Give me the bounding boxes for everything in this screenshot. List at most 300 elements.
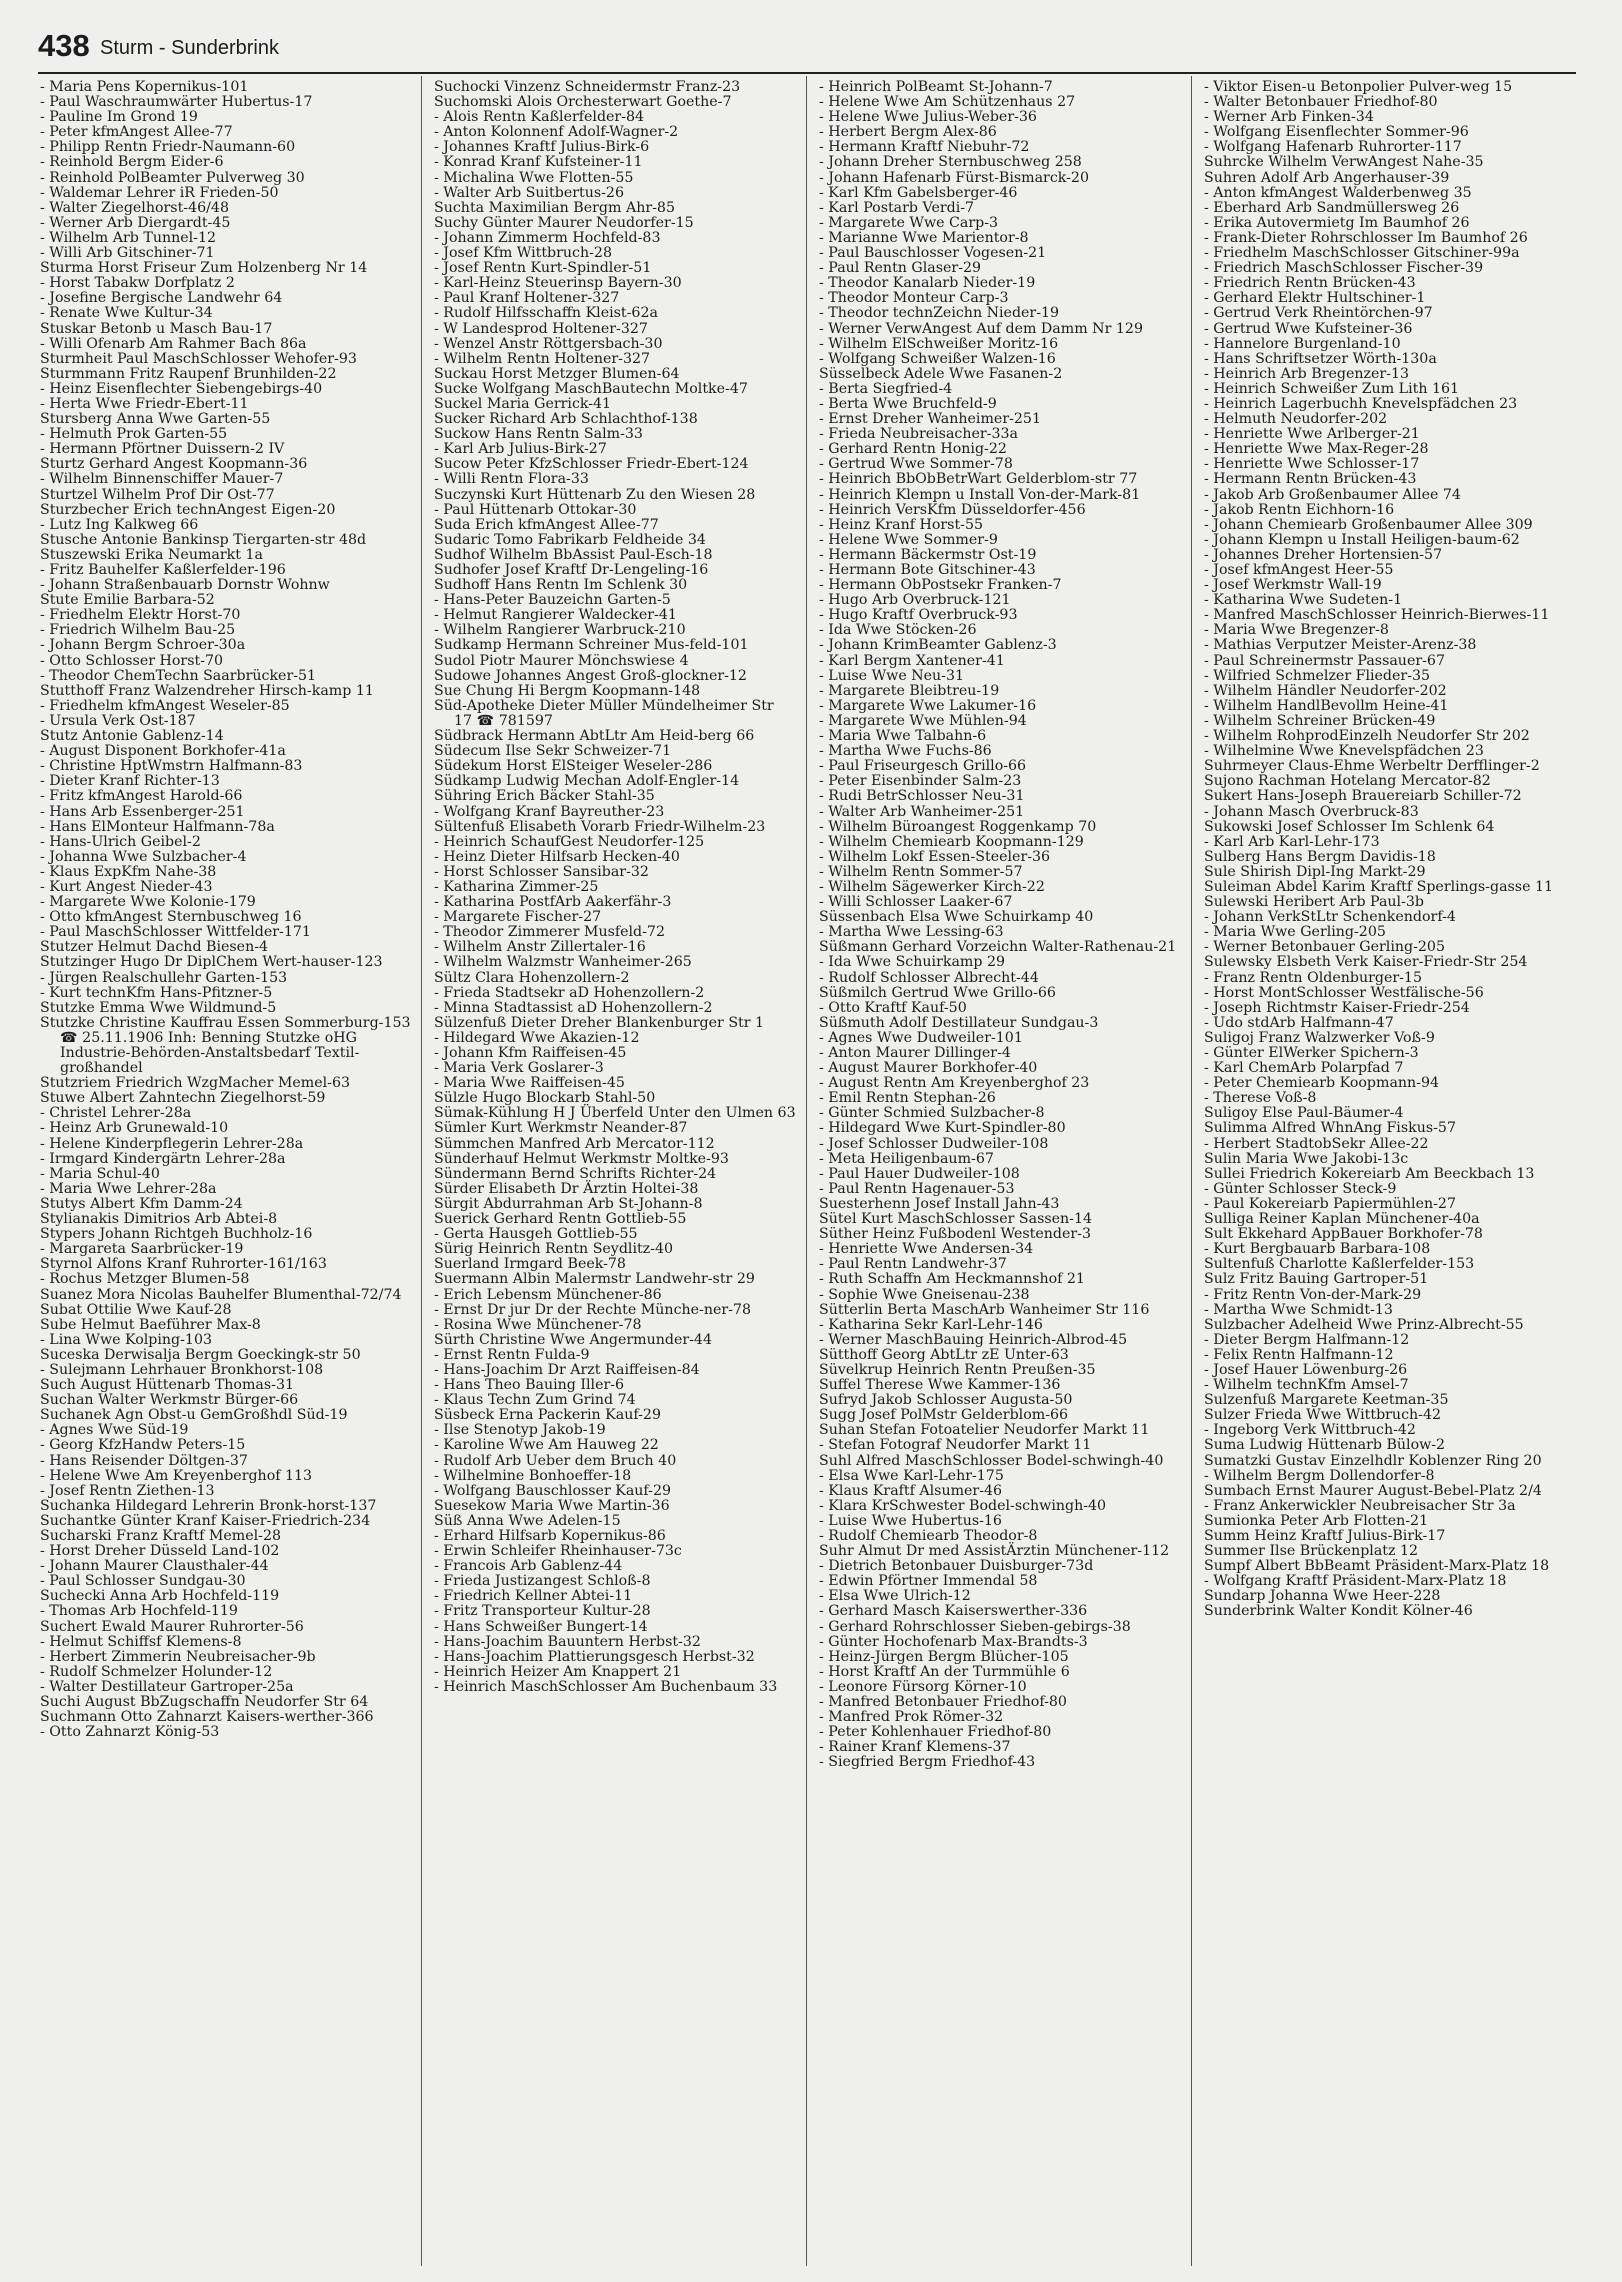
directory-entry: - Walter Arb Suitbertus-26 [434, 184, 624, 201]
directory-entry: - Franz Rentn Oldenburger-15 [1204, 969, 1422, 986]
directory-entry: - Dieter Bergm Halfmann-12 [1204, 1331, 1410, 1348]
directory-entry: - Hans-Peter Bauzeichn Garten-5 [434, 592, 671, 609]
directory-entry: - Ingeborg Verk Wittbruch-42 [1204, 1422, 1416, 1439]
directory-entry: - Gerhard Rohrschlosser Sieben-gebirgs-38 [819, 1618, 1131, 1635]
directory-entry: - Luise Wwe Neu-31 [819, 667, 965, 684]
column-1 [36, 76, 421, 2266]
directory-entry: - Helene Kinderpflegerin Lehrer-28a [40, 1135, 304, 1152]
directory-entry: - Margarete Fischer-27 [434, 909, 602, 926]
directory-entry: - Friedhelm kfmAngest Weseler-85 [40, 697, 290, 714]
directory-entry: Süßmilch Gertrud Wwe Grillo-66 [819, 984, 1056, 1001]
directory-entry: - Kurt Bergbauarb Barbara-108 [1204, 1241, 1431, 1258]
directory-entry: - Johann KrimBeamter Gablenz-3 [819, 637, 1057, 654]
directory-entry: - Johann Maurer Clausthaler-44 [40, 1558, 269, 1575]
directory-entry: - Manfred MaschSchlosser Heinrich-Bierwes-11 [1204, 607, 1550, 624]
directory-entry: - Wilhelm Rangierer Warbruck-210 [434, 622, 686, 639]
directory-entry: - Helmut Schiffsf Klemens-8 [40, 1633, 242, 1650]
directory-entry: - Herbert StadtobSekr Allee-22 [1204, 1135, 1429, 1152]
directory-entry: Sudhof Wilhelm BbAssist Paul-Esch-18 [434, 546, 713, 563]
directory-entry: - Josef kfmAngest Heer-55 [1204, 562, 1394, 578]
directory-entry: Sulzenfuß Margarete Keetman-35 [1204, 1392, 1449, 1409]
directory-entry: Sumbach Ernst Maurer August-Bebel-Platz 2/4 [1204, 1482, 1542, 1499]
directory-entry: - Theodor Monteur Carp-3 [819, 290, 1009, 307]
directory-entry: - Gertrud Verk Rheintörchen-97 [1204, 305, 1433, 322]
directory-entry: Sudhoff Hans Rentn Im Schlenk 30 [434, 577, 688, 594]
directory-entry: - Karl Arb Julius-Birk-27 [434, 441, 607, 458]
directory-entry: - Wilhelm Rentn Holtener-327 [434, 350, 651, 367]
directory-entry: - Henriette Wwe Arlberger-21 [1204, 426, 1420, 443]
directory-entry: Sugg Josef PolMstr Gelderblom-66 [819, 1407, 1069, 1424]
directory-entry: Stutzke Christine Kauffrau Essen Sommerburg-153 ☎ 25.11.1906 Inh: Benning Stutzke oHG Industrie-Behörden-Anstaltsbedarf Textil-großhandel [40, 1014, 411, 1077]
directory-entry: Sütel Kurt MaschSchlosser Sassen-14 [819, 1211, 1093, 1228]
directory-entry: Sudol Piotr Maurer Mönchswiese 4 [434, 652, 689, 669]
directory-entry: - Wilhelm Walzmstr Wanheimer-265 [434, 954, 692, 971]
directory-entry: Sumatzki Gustav Einzelhdlr Koblenzer Ring 20 [1204, 1452, 1542, 1469]
directory-entry: Sulberg Hans Bergm Davidis-18 [1204, 848, 1436, 865]
directory-entry: - Kurt Angest Nieder-43 [40, 878, 213, 895]
directory-entry: Stutzer Helmut Dachd Biesen-4 [40, 939, 269, 956]
directory-entry: Süther Heinz Fußbodenl Westender-3 [819, 1226, 1091, 1243]
directory-entry: - Fritz Bauhelfer Kaßlerfelder-196 [40, 562, 286, 578]
directory-entry: - Udo stdArb Halfmann-47 [1204, 1014, 1394, 1031]
directory-entry: - Helmuth Prok Garten-55 [40, 426, 228, 443]
directory-entry: Sulewski Heribert Arb Paul-3b [1204, 894, 1424, 911]
directory-entry: Südekum Horst ElSteiger Weseler-286 [434, 758, 713, 775]
directory-entry: Suanez Mora Nicolas Bauhelfer Blumenthal-72/74 [40, 1286, 402, 1303]
directory-entry: - Jürgen Realschullehr Garten-153 [40, 969, 288, 986]
directory-entry: Sulzer Frieda Wwe Wittbruch-42 [1204, 1407, 1442, 1424]
directory-entry: - Horst Kraftf An der Turmmühle 6 [819, 1663, 1070, 1680]
directory-entry: - Gertrud Wwe Sommer-78 [819, 456, 1013, 473]
directory-entry: Stutthoff Franz Walzendreher Hirsch-kamp 11 [40, 682, 374, 699]
directory-entry: - Hermann ObPostsekr Franken-7 [819, 577, 1062, 594]
directory-entry: - Fritz kfmAngest Harold-66 [40, 788, 243, 805]
directory-entry: - Ernst Dr jur Dr der Rechte Münche-ner-78 [434, 1301, 752, 1318]
directory-entry: Südecum Ilse Sekr Schweizer-71 [434, 743, 672, 760]
directory-entry: - Johann Chemiearb Großenbaumer Allee 309 [1204, 516, 1533, 533]
directory-entry: Sukowski Josef Schlosser Im Schlenk 64 [1204, 818, 1495, 835]
directory-entry: - Karl-Heinz Steuerinsp Bayern-30 [434, 275, 682, 292]
directory-entry: - Heinrich Heizer Am Knappert 21 [434, 1663, 682, 1680]
directory-entry: - Paul Rentn Hagenauer-53 [819, 1180, 1015, 1197]
directory-entry: Sucow Peter KfzSchlosser Friedr-Ebert-124 [434, 456, 749, 473]
directory-entry: Stusche Antonie Bankinsp Tiergarten-str 48d [40, 531, 367, 548]
directory-entry: - Josef Hauer Löwenburg-26 [1204, 1361, 1408, 1378]
directory-entry: - Theodor ChemTechn Saarbrücker-51 [40, 667, 317, 684]
column-2 [421, 76, 806, 2266]
directory-entry: - Otto Schlosser Horst-70 [40, 652, 224, 669]
directory-entry: - Horst Tabakw Dorfplatz 2 [40, 275, 235, 292]
directory-entry: - Heinrich PolBeamt St-Johann-7 [819, 79, 1053, 95]
directory-entry: - Heinz-Jürgen Bergm Blücher-105 [819, 1648, 1069, 1665]
directory-entry: - Henriette Wwe Andersen-34 [819, 1241, 1034, 1258]
directory-entry: - Ernst Dreher Wanheimer-251 [819, 411, 1041, 428]
directory-entry: Sturmheit Paul MaschSchlosser Wehofer-93 [40, 350, 357, 367]
directory-entry: Sürig Heinrich Rentn Seydlitz-40 [434, 1241, 673, 1258]
directory-entry: Süssenbach Elsa Wwe Schuirkamp 40 [819, 909, 1094, 926]
directory-entry: - Sulejmann Lehrhauer Bronkhorst-108 [40, 1361, 324, 1378]
directory-entry: - Johann Hafenarb Fürst-Bismarck-20 [819, 169, 1089, 186]
directory-entry: Sturtzel Wilhelm Prof Dir Ost-77 [40, 486, 275, 503]
directory-entry: Sultenfuß Charlotte Kaßlerfelder-153 [1204, 1256, 1475, 1273]
directory-entry: - Martha Wwe Lessing-63 [819, 924, 1004, 941]
directory-entry: Sürth Christine Wwe Angermunder-44 [434, 1331, 712, 1348]
directory-entry: Sundarp Johanna Wwe Heer-228 [1204, 1588, 1441, 1605]
directory-entry: - Willi Schlosser Laaker-67 [819, 894, 1013, 911]
directory-entry: - Pauline Im Grond 19 [40, 109, 198, 126]
directory-entry: - Ida Wwe Schuirkamp 29 [819, 954, 1006, 971]
directory-entry: - Johann Bergm Schroer-30a [40, 637, 246, 654]
directory-entry: - Paul MaschSchlosser Wittfelder-171 [40, 924, 311, 941]
directory-entry: - Anton Maurer Dillinger-4 [819, 1045, 1011, 1061]
directory-entry: - Waldemar Lehrer iR Frieden-50 [40, 184, 279, 201]
directory-entry: Subat Ottilie Wwe Kauf-28 [40, 1301, 232, 1318]
directory-entry: Sudhofer Josef Kraftf Dr-Lengeling-16 [434, 562, 709, 578]
directory-entry: - Margarete Wwe Lakumer-16 [819, 697, 1037, 714]
directory-entry: - Konrad Kranf Kufsteiner-11 [434, 154, 643, 171]
directory-entry: Stypers Johann Richtgeh Buchholz-16 [40, 1226, 313, 1243]
directory-entry: - Margarete Wwe Carp-3 [819, 214, 999, 231]
directory-entry: - Werner Arb Diergardt-45 [40, 214, 231, 231]
directory-entry: - Hildegard Wwe Akazien-12 [434, 1029, 640, 1046]
directory-entry: - Johann VerkStLtr Schenkendorf-4 [1204, 909, 1456, 926]
directory-entry: Sütterlin Berta MaschArb Wanheimer Str 116 [819, 1301, 1150, 1318]
directory-entry: Suda Erich kfmAngest Allee-77 [434, 516, 659, 533]
directory-entry: - Hugo Kraftf Overbruck-93 [819, 607, 1018, 624]
directory-entry: - Wilhelm Arb Tunnel-12 [40, 229, 217, 246]
directory-entry: Suchan Walter Werkmstr Bürger-66 [40, 1392, 299, 1409]
directory-entry: Sucharski Franz Kraftf Memel-28 [40, 1528, 282, 1544]
directory-entry: - Rudolf Chemiearb Theodor-8 [819, 1528, 1038, 1544]
directory-entry: Stutz Antonie Gablenz-14 [40, 728, 224, 745]
directory-entry: - Georg KfzHandw Peters-15 [40, 1437, 246, 1454]
directory-entry: Süß Anna Wwe Adelen-15 [434, 1512, 621, 1529]
directory-entry: - Wolfgang Kranf Bayreuther-23 [434, 803, 665, 820]
directory-entry: - Hermann Pförtner Duissern-2 IV [40, 441, 285, 458]
directory-entry: - Heinrich VersKfm Düsseldorfer-456 [819, 501, 1086, 518]
directory-entry: - Wilhelm RohprodEinzelh Neudorfer Str 202 [1204, 728, 1530, 745]
directory-entry: - Anton kfmAngest Walderbenweg 35 [1204, 184, 1472, 201]
directory-entry: Suchmann Otto Zahnarzt Kaisers-werther-366 [40, 1709, 374, 1726]
directory-entry: Suchocki Vinzenz Schneidermstr Franz-23 [434, 79, 741, 95]
directory-entry: - Friedhelm MaschSchlosser Gitschiner-99a [1204, 245, 1520, 262]
directory-entry: - Paul Waschraumwärter Hubertus-17 [40, 94, 313, 111]
directory-entry: - Wilhelm Schreiner Brücken-49 [1204, 712, 1436, 729]
directory-entry: Stuszewski Erika Neumarkt 1a [40, 546, 263, 563]
directory-entry: Sümmchen Manfred Arb Mercator-112 [434, 1135, 715, 1152]
directory-entry: - Günter Schlosser Steck-9 [1204, 1180, 1397, 1197]
directory-entry: - Eberhard Arb Sandmüllersweg 26 [1204, 199, 1460, 216]
directory-entry: Suchert Ewald Maurer Ruhrorter-56 [40, 1618, 304, 1635]
directory-entry: Sünderhauf Helmut Werkmstr Moltke-93 [434, 1150, 729, 1167]
directory-entry: - Heinz Kranf Horst-55 [819, 516, 983, 533]
directory-entry: Sühring Erich Bäcker Stahl-35 [434, 788, 655, 805]
directory-entry: - Willi Arb Gitschiner-71 [40, 245, 215, 262]
directory-entry: - Hans Reisender Döltgen-37 [40, 1452, 248, 1469]
directory-entry: Sulewsky Elsbeth Verk Kaiser-Friedr-Str 254 [1204, 954, 1528, 971]
directory-entry: - Jakob Arb Großenbaumer Allee 74 [1204, 486, 1461, 503]
directory-entry: - Wolfgang Eisenflechter Sommer-96 [1204, 124, 1469, 141]
directory-entry: - Peter kfmAngest Allee-77 [40, 124, 233, 141]
directory-entry: - Felix Rentn Halfmann-12 [1204, 1346, 1394, 1363]
directory-entry: - Rudolf Hilfsschaffn Kleist-62a [434, 305, 658, 322]
directory-entry: Suceska Derwisalja Bergm Goeckingk-str 50 [40, 1346, 361, 1363]
directory-entry: Stuwe Albert Zahntechn Ziegelhorst-59 [40, 1090, 326, 1107]
directory-entry: - Thomas Arb Hochfeld-119 [40, 1603, 238, 1620]
directory-entry: - Walter Arb Wanheimer-251 [819, 803, 1025, 820]
directory-entry: - Reinhold PolBeamter Pulverweg 30 [40, 169, 305, 186]
directory-entry: - Wilhelm technKfm Amsel-7 [1204, 1377, 1409, 1394]
directory-entry: Suerland Irmgard Beek-78 [434, 1256, 626, 1273]
directory-entry: - Horst MontSchlosser Westfälische-56 [1204, 984, 1484, 1001]
directory-entry: - Mathias Verputzer Meister-Arenz-38 [1204, 637, 1477, 654]
directory-entry: Stutzinger Hugo Dr DiplChem Wert-hauser-123 [40, 954, 383, 971]
directory-entry: - Herbert Bergm Alex-86 [819, 124, 997, 141]
directory-entry: - Manfred Betonbauer Friedhof-80 [819, 1694, 1067, 1711]
directory-entry: - Margarete Wwe Kolonie-179 [40, 894, 256, 911]
directory-entry: Süsselbeck Adele Wwe Fasanen-2 [819, 365, 1063, 382]
directory-entry: - Friedhelm Elektr Horst-70 [40, 607, 241, 624]
directory-entry: - Hans ElMonteur Halfmann-78a [40, 818, 275, 835]
directory-entry: - Dietrich Betonbauer Duisburger-73d [819, 1558, 1094, 1575]
directory-entry: - Heinrich Schweißer Zum Lith 161 [1204, 380, 1460, 397]
directory-entry: - Peter Kohlenhauer Friedhof-80 [819, 1724, 1052, 1741]
directory-entry: Stutzke Emma Wwe Wildmund-5 [40, 999, 277, 1016]
directory-entry: - Wilhelm ElSchweißer Moritz-16 [819, 335, 1059, 352]
directory-entry: - Hans-Joachim Bauuntern Herbst-32 [434, 1633, 701, 1650]
directory-entry: Suchta Maximilian Bergm Ahr-85 [434, 199, 675, 216]
directory-entry: - Emil Rentn Stephan-26 [819, 1090, 996, 1107]
directory-entry: - Maria Wwe Bregenzer-8 [1204, 622, 1389, 639]
directory-entry: - Friedrich Wilhelm Bau-25 [40, 622, 236, 639]
directory-entry: - Wilhelm Anstr Zillertaler-16 [434, 939, 646, 956]
directory-entry: - Klaus Kraftf Alsumer-46 [819, 1482, 1003, 1499]
directory-entry: - Helene Wwe Julius-Weber-36 [819, 109, 1037, 126]
directory-entry: - Paul Hüttenarb Ottokar-30 [434, 501, 637, 518]
directory-entry: - Fritz Transporteur Kultur-28 [434, 1603, 651, 1620]
page-number: 438 [38, 28, 90, 63]
directory-entry: - Maria Pens Kopernikus-101 [40, 79, 249, 95]
directory-entry: - Gertrud Wwe Kufsteiner-36 [1204, 320, 1413, 337]
directory-entry: - Kurt technKfm Hans-Pfitzner-5 [40, 984, 273, 1001]
directory-entry: - Johann Dreher Sternbuschweg 258 [819, 154, 1082, 171]
directory-entry: - Friedrich Kellner Abtei-11 [434, 1588, 633, 1605]
directory-entry: - Karoline Wwe Am Hauweg 22 [434, 1437, 659, 1454]
directory-entry: - Maria Wwe Lehrer-28a [40, 1180, 217, 1197]
directory-entry: Sujono Rachman Hotelang Mercator-82 [1204, 773, 1491, 790]
directory-entry: - Frieda Justizangest Schloß-8 [434, 1573, 651, 1590]
directory-entry: Suckel Maria Gerrick-41 [434, 395, 612, 412]
directory-entry: - Frank-Dieter Rohrschlosser Im Baumhof 26 [1204, 229, 1528, 246]
directory-entry: - Rudi BetrSchlosser Neu-31 [819, 788, 1025, 805]
directory-entry: - Ida Wwe Stöcken-26 [819, 622, 977, 639]
directory-entry: Suchanka Hildegard Lehrerin Bronk-horst-137 [40, 1497, 377, 1514]
directory-entry: - Wilhelmine Wwe Knevelspfädchen 23 [1204, 743, 1484, 760]
directory-entry: Suerick Gerhard Rentn Gottlieb-55 [434, 1211, 687, 1228]
directory-entry: Sürgit Abdurrahman Arb St-Johann-8 [434, 1195, 703, 1212]
directory-entry: - Horst Dreher Düsseld Land-102 [40, 1543, 280, 1560]
directory-entry: - Hugo Arb Overbruck-121 [819, 592, 1011, 609]
directory-entry: Suermann Albin Malermstr Landwehr-str 29 [434, 1271, 755, 1288]
directory-entry: - Henriette Wwe Schlosser-17 [1204, 456, 1420, 473]
directory-entry: - Wilhelm Binnenschiffer Mauer-7 [40, 471, 284, 488]
directory-entry: Suhrcke Wilhelm VerwAngest Nahe-35 [1204, 154, 1484, 171]
directory-entry: - Anton Kolonnenf Adolf-Wagner-2 [434, 124, 679, 141]
directory-entry: - Erika Autovermietg Im Baumhof 26 [1204, 214, 1470, 231]
directory-entry: Suchy Günter Maurer Neudorfer-15 [434, 214, 694, 231]
directory-entry: - Heinz Dieter Hilfsarb Hecken-40 [434, 848, 680, 865]
directory-entry: - Marianne Wwe Marientor-8 [819, 229, 1029, 246]
directory-entry: - Otto Kraftf Kauf-50 [819, 999, 967, 1016]
directory-entry: - Heinrich Klempn u Install Von-der-Mark-81 [819, 486, 1141, 503]
directory-entry: - Günter Schmied Sulzbacher-8 [819, 1105, 1045, 1122]
directory-entry: Sülzle Hugo Blockarb Stahl-50 [434, 1090, 656, 1107]
directory-entry: Sütthoff Georg AbtLtr zE Unter-63 [819, 1346, 1069, 1363]
directory-entry: - Renate Wwe Kultur-34 [40, 305, 213, 322]
directory-entry: - Werner VerwAngest Auf dem Damm Nr 129 [819, 320, 1143, 337]
directory-entry: - Heinrich Lagerbuchh Knevelspfädchen 23 [1204, 395, 1518, 412]
directory-entry: - Otto Zahnarzt König-53 [40, 1724, 220, 1741]
directory-entry: - Stefan Fotograf Neudorfer Markt 11 [819, 1437, 1092, 1454]
directory-entry: Stursberg Anna Wwe Garten-55 [40, 411, 271, 428]
directory-entry: - Minna Stadtassist aD Hohenzollern-2 [434, 999, 713, 1016]
directory-entry: Suleiman Abdel Karim Kraftf Sperlings-gasse 11 [1204, 878, 1554, 895]
directory-entry: Sumpf Albert BbBeamt Präsident-Marx-Platz 18 [1204, 1558, 1550, 1575]
directory-entry: - Hans Schweißer Bungert-14 [434, 1618, 648, 1635]
directory-entry: - Johann Klempn u Install Heiligen-baum-62 [1204, 531, 1520, 548]
directory-entry: - Heinrich BbObBetrWart Gelderblom-str 77 [819, 471, 1138, 488]
directory-entry: - Josef Kfm Wittbruch-28 [434, 245, 612, 262]
directory-entry: Stute Emilie Barbara-52 [40, 592, 215, 609]
directory-entry: - Katharina Zimmer-25 [434, 878, 599, 895]
directory-entry: Stutzriem Friedrich WzgMacher Memel-63 [40, 1075, 351, 1092]
directory-entry: - Hans Schriftsetzer Wörth-130a [1204, 350, 1437, 367]
directory-entry: Summ Heinz Kraftf Julius-Birk-17 [1204, 1528, 1446, 1544]
directory-entry: Summer Ilse Brückenplatz 12 [1204, 1543, 1419, 1560]
directory-entry: Suckau Horst Metzger Blumen-64 [434, 365, 680, 382]
directory-entry: - Walter Destillateur Gartroper-25a [40, 1678, 294, 1695]
directory-entry: - Elsa Wwe Ulrich-12 [819, 1588, 971, 1605]
directory-entry: - August Disponent Borkhofer-41a [40, 743, 286, 760]
directory-entry: - Friedrich Rentn Brücken-43 [1204, 275, 1416, 292]
directory-entry: Suchecki Anna Arb Hochfeld-119 [40, 1588, 280, 1605]
directory-entry: Süßmuth Adolf Destillateur Sundgau-3 [819, 1014, 1099, 1031]
directory-entry: Sudaric Tomo Fabrikarb Feldheide 34 [434, 531, 706, 548]
directory-entry: - Katharina PostfArb Aakerfähr-3 [434, 894, 672, 911]
directory-entry: - Christel Lehrer-28a [40, 1105, 192, 1122]
directory-entry: - Maria Verk Goslarer-3 [434, 1060, 604, 1077]
directory-entry: - Wilhelm Sägewerker Kirch-22 [819, 878, 1045, 895]
directory-entry: - Wilhelmine Bonhoeffer-18 [434, 1467, 632, 1484]
directory-entry: Sulimma Alfred WhnAng Fiskus-57 [1204, 1120, 1456, 1137]
directory-entry: - Wilhelm Lokf Essen-Steeler-36 [819, 848, 1051, 865]
directory-entry: Sturmmann Fritz Raupenf Brunhilden-22 [40, 365, 337, 382]
directory-entry: - Walter Ziegelhorst-46/48 [40, 199, 229, 216]
directory-entry: Sucker Richard Arb Schlachthof-138 [434, 411, 698, 428]
directory-entry: Suesterhenn Josef Install Jahn-43 [819, 1195, 1060, 1212]
directory-entry: - W Landesprod Holtener-327 [434, 320, 648, 337]
directory-entry: Sufryd Jakob Schlosser Augusta-50 [819, 1392, 1073, 1409]
directory-entry: - Johann Zimmerm Hochfeld-83 [434, 229, 661, 246]
directory-entry: - Theodor technZeichn Nieder-19 [819, 305, 1060, 322]
directory-entry: - Hermann Bäckermstr Ost-19 [819, 546, 1037, 563]
directory-entry: - Josef Werkmstr Wall-19 [1204, 577, 1382, 594]
directory-entry: Suchantke Günter Kranf Kaiser-Friedrich-234 [40, 1512, 371, 1529]
directory-entry: - Johanna Wwe Sulzbacher-4 [40, 848, 247, 865]
directory-entry: - Wolfgang Schweißer Walzen-16 [819, 350, 1056, 367]
directory-entry: Sturma Horst Friseur Zum Holzenberg Nr 14 [40, 260, 368, 277]
directory-entry: Suhren Adolf Arb Angerhauser-39 [1204, 169, 1450, 186]
directory-entry: - Ilse Stenotyp Jakob-19 [434, 1422, 606, 1439]
directory-entry: - Viktor Eisen-u Betonpolier Pulver-weg 15 [1204, 79, 1513, 95]
directory-entry: - Rosina Wwe Münchener-78 [434, 1316, 642, 1333]
directory-entry: - Günter ElWerker Spichern-3 [1204, 1045, 1419, 1061]
directory-entry: - Dieter Kranf Richter-13 [40, 773, 220, 790]
directory-entry: - Heinz Eisenflechter Siebengebirgs-40 [40, 380, 323, 397]
directory-entry: - Elsa Wwe Karl-Lehr-175 [819, 1467, 1004, 1484]
directory-entry: - Margarete Bleibtreu-19 [819, 682, 1000, 699]
directory-entry: - Leonore Fürsorg Körner-10 [819, 1678, 1027, 1695]
directory-entry: - Rudolf Schmelzer Holunder-12 [40, 1663, 273, 1680]
directory-entry: - Helmut Rangierer Waldecker-41 [434, 607, 677, 624]
directory-entry: - Margareta Saarbrücker-19 [40, 1241, 244, 1258]
directory-entry: - Agnes Wwe Süd-19 [40, 1422, 189, 1439]
directory-entry: - Wilfried Schmelzer Flieder-35 [1204, 667, 1431, 684]
directory-entry: - Hermann Kraftf Niebuhr-72 [819, 139, 1030, 156]
directory-entry: Sue Chung Hi Bergm Koopmann-148 [434, 682, 701, 699]
directory-entry: - Frieda Neubreisacher-33a [819, 426, 1018, 443]
directory-entry: - Meta Heiligenbaum-67 [819, 1150, 994, 1167]
directory-entry: - Paul Schreinermstr Passauer-67 [1204, 652, 1445, 669]
directory-entry: Suligoj Franz Walzwerker Voß-9 [1204, 1029, 1435, 1046]
directory-entry: Sturzbecher Erich technAngest Eigen-20 [40, 501, 336, 518]
directory-entry: - Werner MaschBauing Heinrich-Albrod-45 [819, 1331, 1128, 1348]
directory-entry: - Herbert Zimmerin Neubreisacher-9b [40, 1648, 316, 1665]
running-title: Sturm - Sunderbrink [100, 37, 279, 59]
directory-entry: - Helene Wwe Am Schützenhaus 27 [819, 94, 1076, 111]
directory-entry: - Wolfgang Hafenarb Ruhrorter-117 [1204, 139, 1462, 156]
directory-entry: - Wilhelm Bergm Dollendorfer-8 [1204, 1467, 1435, 1484]
directory-entry: Sültz Clara Hohenzollern-2 [434, 969, 630, 986]
directory-entry: Sülzenfuß Dieter Dreher Blankenburger Str 1 [434, 1014, 765, 1031]
directory-entry: - Paul Bauschlosser Vogesen-21 [819, 245, 1047, 262]
directory-entry: Sucke Wolfgang MaschBautechn Moltke-47 [434, 380, 748, 397]
directory-entry: - Hermann Rentn Brücken-43 [1204, 471, 1417, 488]
directory-entry: - Karl Bergm Xantener-41 [819, 652, 1005, 669]
directory-entry: - Franz Ankerwickler Neubreisacher Str 3a [1204, 1497, 1516, 1514]
directory-entry: - Wilhelm Händler Neudorfer-202 [1204, 682, 1447, 699]
directory-entry: - Michalina Wwe Flotten-55 [434, 169, 634, 186]
directory-entry: - Helene Wwe Am Kreyenberghof 113 [40, 1467, 313, 1484]
directory-entry: Stylianakis Dimitrios Arb Abtei-8 [40, 1211, 278, 1228]
directory-entry: - Heinrich SchaufGest Neudorfer-125 [434, 833, 705, 850]
directory-entry: - Heinrich Arb Bregenzer-13 [1204, 365, 1409, 382]
column-4 [1191, 76, 1576, 2266]
directory-entry: - Agnes Wwe Dudweiler-101 [819, 1029, 1023, 1046]
directory-entry: - Therese Voß-8 [1204, 1090, 1317, 1107]
directory-entry: - Horst Schlosser Sansibar-32 [434, 863, 649, 880]
directory-entry: - Karl Arb Karl-Lehr-173 [1204, 833, 1380, 850]
directory-entry: - Wilhelm HandlBevollm Heine-41 [1204, 697, 1449, 714]
page-header [38, 28, 1576, 74]
directory-entry: - Gerhard Elektr Hultschiner-1 [1204, 290, 1426, 307]
directory-entry: - Reinhold Bergm Eider-6 [40, 154, 224, 171]
directory-entry: - Johannes Kraftf Julius-Birk-6 [434, 139, 650, 156]
directory-entry: - Gerta Hausgeh Gottlieb-55 [434, 1226, 638, 1243]
directory-entry: - Berta Wwe Bruchfeld-9 [819, 395, 997, 412]
directory-entry: Sudowe Johannes Angest Groß-glockner-12 [434, 667, 747, 684]
directory-entry: - Werner Betonbauer Gerling-205 [1204, 939, 1445, 956]
